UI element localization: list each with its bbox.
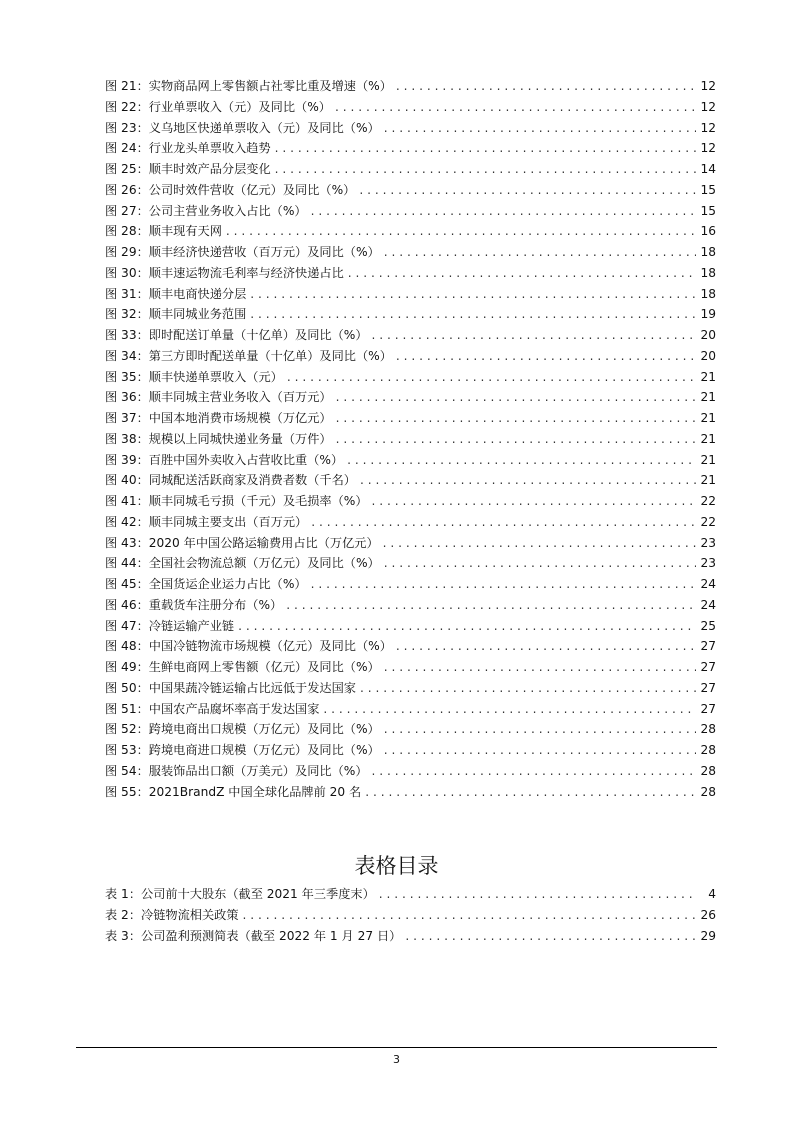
dot-leader xyxy=(384,242,696,263)
entry-page-number: 28 xyxy=(700,743,716,757)
figure-list-entry[interactable] xyxy=(105,242,716,263)
dot-leader xyxy=(384,657,696,678)
entry-title: 顺丰同城业务范围 xyxy=(148,307,247,322)
entry-label: 图 55： xyxy=(105,784,149,799)
dot-leader xyxy=(365,782,696,803)
dot-leader xyxy=(287,367,696,388)
figure-list-entry[interactable] xyxy=(105,221,716,242)
entry-label: 图 41： xyxy=(105,494,149,508)
entry-label: 图 43： xyxy=(105,535,149,550)
dot-leader xyxy=(336,429,696,450)
entry-title: 同城配送活跃商家及消费者数（千名） xyxy=(148,473,356,488)
figure-list-entry[interactable] xyxy=(105,346,716,367)
table-list-heading: 表格目录 xyxy=(354,854,439,878)
entry-page-number: 15 xyxy=(700,203,716,218)
entry-label: 图 26： xyxy=(105,182,149,197)
entry-page-number: 23 xyxy=(700,556,716,571)
dot-leader xyxy=(238,616,696,637)
figure-list-entry[interactable] xyxy=(105,470,716,491)
entry-label: 图 52： xyxy=(105,722,149,737)
entry-page-number: 20 xyxy=(700,328,716,342)
entry-label: 图 24： xyxy=(105,141,149,156)
entry-page-number: 24 xyxy=(700,597,716,612)
entry-page-number: 21 xyxy=(700,431,716,446)
dot-leader xyxy=(250,304,696,325)
dot-leader xyxy=(372,325,696,346)
figure-list-entry[interactable] xyxy=(105,533,716,554)
entry-label: 图 47： xyxy=(105,618,149,633)
figure-list-entry[interactable] xyxy=(105,657,716,678)
entry-page-number: 21 xyxy=(700,452,716,467)
entry-page-number: 25 xyxy=(700,618,716,633)
figure-list-entry[interactable] xyxy=(105,284,716,305)
entry-label: 图 39： xyxy=(105,452,149,467)
entry-label: 图 37： xyxy=(105,411,149,425)
entry-page-number: 26 xyxy=(700,907,716,922)
entry-title: 公司盈利预测简表（截至 2022 年 1 月 27 日） xyxy=(141,928,402,943)
entry-title: 跨境电商进口规模（万亿元）及同比（%） xyxy=(148,743,380,757)
entry-page-number: 12 xyxy=(700,99,716,114)
entry-label: 图 34： xyxy=(105,348,149,363)
figure-list-entry[interactable] xyxy=(105,636,716,657)
entry-title: 公司时效件营收（亿元）及同比（%） xyxy=(148,182,356,197)
entry-label: 图 30： xyxy=(105,265,149,280)
entry-title: 行业龙头单票收入趋势 xyxy=(148,141,271,156)
entry-label: 图 49： xyxy=(105,660,149,674)
entry-title: 义乌地区快递单票收入（元）及同比（%） xyxy=(148,120,380,135)
figure-list-entry[interactable] xyxy=(105,180,716,201)
entry-title: 全国社会物流总额（万亿元）及同比（%） xyxy=(148,556,380,571)
table-list xyxy=(105,884,716,946)
entry-page-number: 12 xyxy=(700,79,716,93)
figure-list-entry[interactable] xyxy=(105,553,716,574)
entry-label: 图 28： xyxy=(105,224,149,239)
entry-page-number: 24 xyxy=(700,577,716,591)
entry-title: 第三方即时配送单量（十亿单）及同比（%） xyxy=(148,348,392,363)
figure-list-entry[interactable] xyxy=(105,782,716,803)
entry-title: 顺丰同城毛亏损（千元）及毛损率（%） xyxy=(148,494,368,508)
entry-title: 顺丰快递单票收入（元） xyxy=(148,369,283,384)
dot-leader xyxy=(379,884,696,905)
figure-list-entry[interactable] xyxy=(105,491,716,512)
figure-list-entry[interactable] xyxy=(105,201,716,222)
dot-leader xyxy=(384,719,696,740)
entry-page-number: 15 xyxy=(700,182,716,197)
figure-list xyxy=(105,76,716,802)
entry-title: 顺丰同城主营业务收入（百万元） xyxy=(148,390,332,405)
entry-label: 图 51： xyxy=(105,701,149,716)
dot-leader xyxy=(336,408,696,429)
entry-title: 顺丰经济快递营收（百万元）及同比（%） xyxy=(148,245,380,259)
entry-page-number: 4 xyxy=(708,887,716,901)
entry-page-number: 12 xyxy=(700,141,716,156)
entry-label: 图 45： xyxy=(105,577,149,591)
entry-page-number: 18 xyxy=(700,245,716,259)
dot-leader xyxy=(396,636,696,657)
dot-leader xyxy=(286,595,696,616)
dot-leader xyxy=(348,263,696,284)
entry-title: 即时配送订单量（十亿单）及同比（%） xyxy=(148,328,368,342)
entry-title: 中国果蔬冷链运输占比远低于发达国家 xyxy=(148,680,356,695)
entry-label: 图 22： xyxy=(105,99,149,114)
entry-title: 中国冷链物流市场规模（亿元）及同比（%） xyxy=(148,639,392,654)
entry-page-number: 22 xyxy=(700,494,716,508)
figure-list-entry[interactable] xyxy=(105,138,716,159)
entry-title: 百胜中国外卖收入占营收比重（%） xyxy=(148,452,344,467)
dot-leader xyxy=(347,450,696,471)
dot-leader xyxy=(360,678,696,699)
figure-list-entry[interactable] xyxy=(105,616,716,637)
figure-list-entry[interactable] xyxy=(105,325,716,346)
entry-page-number: 27 xyxy=(700,701,716,716)
entry-title: 2021BrandZ 中国全球化品牌前 20 名 xyxy=(148,784,362,799)
entry-label: 图 38： xyxy=(105,431,149,446)
dot-leader xyxy=(243,905,696,926)
entry-label: 图 44： xyxy=(105,556,149,571)
dot-leader xyxy=(311,574,696,595)
entry-label: 图 31： xyxy=(105,286,149,301)
entry-page-number: 19 xyxy=(700,307,716,322)
dot-leader xyxy=(275,159,696,180)
entry-page-number: 28 xyxy=(700,763,716,778)
entry-page-number: 21 xyxy=(700,411,716,425)
entry-title: 顺丰速运物流毛利率与经济快递占比 xyxy=(148,265,344,280)
entry-page-number: 12 xyxy=(700,120,716,135)
entry-page-number: 28 xyxy=(700,784,716,799)
entry-page-number: 22 xyxy=(700,514,716,529)
dot-leader xyxy=(336,387,696,408)
figure-list-entry[interactable] xyxy=(105,408,716,429)
footer-divider xyxy=(76,1047,717,1048)
entry-page-number: 16 xyxy=(700,224,716,239)
entry-title: 服装饰品出口额（万美元）及同比（%） xyxy=(148,763,368,778)
entry-title: 实物商品网上零售额占社零比重及增速（%） xyxy=(148,79,392,93)
table-list-entry[interactable] xyxy=(105,884,716,905)
entry-title: 中国农产品腐坏率高于发达国家 xyxy=(148,701,320,716)
entry-page-number: 21 xyxy=(700,390,716,405)
entry-label: 图 50： xyxy=(105,680,149,695)
dot-leader xyxy=(372,491,696,512)
entry-title: 跨境电商出口规模（万亿元）及同比（%） xyxy=(148,722,380,737)
dot-leader xyxy=(250,284,696,305)
entry-label: 图 23： xyxy=(105,120,149,135)
entry-page-number: 21 xyxy=(700,369,716,384)
figure-list-entry[interactable] xyxy=(105,699,716,720)
entry-title: 规模以上同城快递业务量（万件） xyxy=(148,431,332,446)
figure-list-entry[interactable] xyxy=(105,512,716,533)
entry-label: 图 46： xyxy=(105,597,149,612)
entry-label: 图 36： xyxy=(105,390,149,405)
page-number: 3 xyxy=(393,1053,400,1066)
entry-label: 图 32： xyxy=(105,307,149,322)
entry-page-number: 21 xyxy=(700,473,716,488)
entry-page-number: 23 xyxy=(700,535,716,550)
entry-title: 公司主营业务收入占比（%） xyxy=(148,203,307,218)
figure-list-entry[interactable] xyxy=(105,574,716,595)
dot-leader xyxy=(396,346,696,367)
figure-list-entry[interactable] xyxy=(105,263,716,284)
figure-list-entry[interactable] xyxy=(105,159,716,180)
figure-list-entry[interactable] xyxy=(105,304,716,325)
entry-label: 图 53： xyxy=(105,743,149,757)
dot-leader xyxy=(360,470,696,491)
figure-list-entry[interactable] xyxy=(105,367,716,388)
entry-page-number: 14 xyxy=(700,162,716,176)
dot-leader xyxy=(384,740,696,761)
table-list-entry[interactable] xyxy=(105,905,716,926)
entry-title: 重载货车注册分布（%） xyxy=(148,597,283,612)
entry-label: 表 2： xyxy=(105,907,142,922)
entry-title: 冷链物流相关政策 xyxy=(141,907,239,922)
entry-title: 生鲜电商网上零售额（亿元）及同比（%） xyxy=(148,660,380,674)
entry-title: 顺丰时效产品分层变化 xyxy=(148,162,271,176)
dot-leader xyxy=(226,221,696,242)
dot-leader xyxy=(396,76,696,97)
dot-leader xyxy=(335,97,696,118)
entry-page-number: 27 xyxy=(700,660,716,674)
entry-label: 图 54： xyxy=(105,763,149,778)
figure-list-entry[interactable] xyxy=(105,76,716,97)
figure-list-entry[interactable] xyxy=(105,97,716,118)
dot-leader xyxy=(359,180,696,201)
dot-leader xyxy=(323,699,696,720)
entry-title: 全国货运企业运力占比（%） xyxy=(148,577,307,591)
entry-page-number: 20 xyxy=(700,348,716,363)
entry-title: 顺丰现有天网 xyxy=(148,224,222,239)
entry-label: 图 35： xyxy=(105,369,149,384)
figure-list-entry[interactable] xyxy=(105,761,716,782)
figure-list-entry[interactable] xyxy=(105,118,716,139)
figure-list-entry[interactable] xyxy=(105,387,716,408)
table-list-entry[interactable] xyxy=(105,926,716,947)
entry-label: 表 3： xyxy=(105,928,142,943)
entry-label: 图 29： xyxy=(105,245,149,259)
dot-leader xyxy=(405,926,696,947)
entry-title: 冷链运输产业链 xyxy=(148,618,235,633)
dot-leader xyxy=(383,533,696,554)
figure-list-entry[interactable] xyxy=(105,678,716,699)
entry-page-number: 18 xyxy=(700,286,716,301)
figure-list-entry[interactable] xyxy=(105,719,716,740)
entry-page-number: 27 xyxy=(700,680,716,695)
entry-title: 行业单票收入（元）及同比（%） xyxy=(148,99,331,114)
entry-page-number: 18 xyxy=(700,265,716,280)
entry-page-number: 28 xyxy=(700,722,716,737)
entry-label: 图 33： xyxy=(105,328,149,342)
entry-label: 图 40： xyxy=(105,473,149,488)
entry-label: 表 1： xyxy=(105,887,142,901)
dot-leader xyxy=(311,512,696,533)
figure-list-entry[interactable] xyxy=(105,429,716,450)
entry-title: 顺丰电商快递分层 xyxy=(148,286,247,301)
dot-leader xyxy=(384,118,696,139)
dot-leader xyxy=(384,553,696,574)
figure-list-entry[interactable] xyxy=(105,595,716,616)
entry-label: 图 27： xyxy=(105,203,149,218)
figure-list-entry[interactable] xyxy=(105,740,716,761)
entry-title: 2020 年中国公路运输费用占比（万亿元） xyxy=(148,535,379,550)
dot-leader xyxy=(372,761,696,782)
entry-label: 图 42： xyxy=(105,514,149,529)
entry-label: 图 48： xyxy=(105,639,149,654)
entry-title: 中国本地消费市场规模（万亿元） xyxy=(148,411,332,425)
entry-page-number: 29 xyxy=(700,928,716,943)
entry-page-number: 27 xyxy=(700,639,716,654)
entry-title: 公司前十大股东（截至 2021 年三季度末） xyxy=(141,887,375,901)
dot-leader xyxy=(311,201,696,222)
figure-list-entry[interactable] xyxy=(105,450,716,471)
entry-title: 顺丰同城主要支出（百万元） xyxy=(148,514,308,529)
dot-leader xyxy=(275,138,696,159)
entry-label: 图 25： xyxy=(105,162,149,176)
entry-label: 图 21： xyxy=(105,79,149,93)
